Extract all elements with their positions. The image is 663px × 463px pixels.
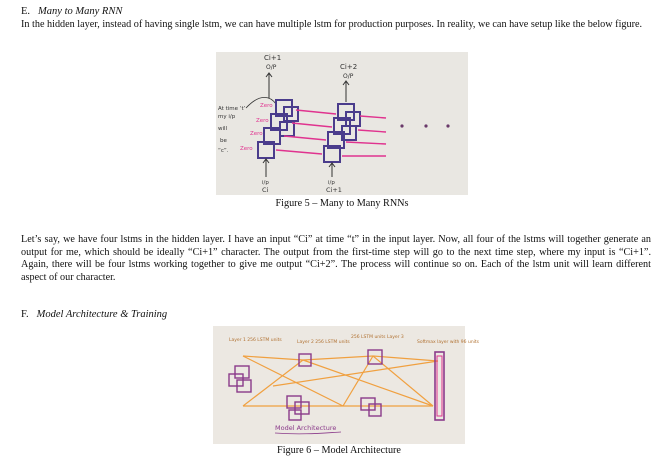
fig5-note-3: will: [218, 126, 228, 132]
figure6-image: [213, 326, 480, 444]
fig5-zero-3: Zero: [250, 131, 263, 137]
fig5-out-top-1: Ci+1: [264, 54, 282, 62]
section-e-number: E.: [21, 6, 31, 17]
fig5-zero-4: Zero: [240, 146, 253, 152]
fig6-layer1-label: Layer 1 256 LSTM units: [229, 338, 282, 343]
fig5-note-4: be: [220, 138, 227, 144]
fig6-layer3-label: 256 LSTM units Layer 3: [351, 335, 404, 340]
figure6-caption: Figure 6 – Model Architecture: [277, 445, 401, 456]
fig6-layer2-label: Layer 2 256 LSTM units: [297, 340, 350, 345]
fig6-title: Model Architecture: [275, 424, 337, 432]
figure5-image: [216, 52, 468, 195]
fig6-softmax-label: Softmax layer with 96 units: [417, 340, 480, 345]
fig5-ip-2: i/p: [328, 180, 335, 186]
fig5-note-2: my i/p: [218, 114, 236, 120]
section-e-heading: [21, 6, 122, 17]
fig5-zero-1: Zero: [260, 103, 273, 109]
fig5-note-5: “c”.: [218, 148, 229, 154]
section-f-number: F.: [21, 309, 29, 320]
figure6-drawing: [213, 326, 480, 444]
body-paragraph: Let’s say, we have four lstms in the hidden layer. I have an input “Ci” at time “t” in the input layer. Now, all four of the lstms will together generate an output for me, which should be ideally “Ci+1” character. The output from the first-time step will go to the next time step, where my input is “Ci+1”. Again, there will be four lstms working together to give me output “Ci+2”. The process will continue so on. Each of the lstm unit will learn different aspect of our character.: [21, 234, 651, 283]
section-f-heading: [21, 309, 167, 320]
fig5-out-top-2: Ci+2: [340, 63, 358, 71]
fig5-note-1: At time ‘t’: [218, 106, 246, 112]
figure5-caption: Figure 5 – Many to Many RNNs: [275, 198, 409, 209]
fig5-in-1: Ci: [262, 186, 269, 194]
fig5-in-2: Ci+1: [326, 186, 342, 194]
section-e-title: Many to Many RNN: [38, 6, 123, 17]
section-e-paragraph: In the hidden layer, instead of having single lstm, we can have multiple lstm for production purposes. In reality, we can have setup like the below figure.: [21, 19, 643, 30]
figure5-drawing: [216, 52, 468, 195]
fig5-ip-1: i/p: [262, 180, 269, 186]
section-f-title: Model Architecture & Training: [36, 309, 168, 320]
fig5-op-2: O/P: [343, 73, 354, 80]
fig5-zero-2: Zero: [256, 118, 269, 124]
fig5-op-1: O/P: [266, 64, 277, 71]
